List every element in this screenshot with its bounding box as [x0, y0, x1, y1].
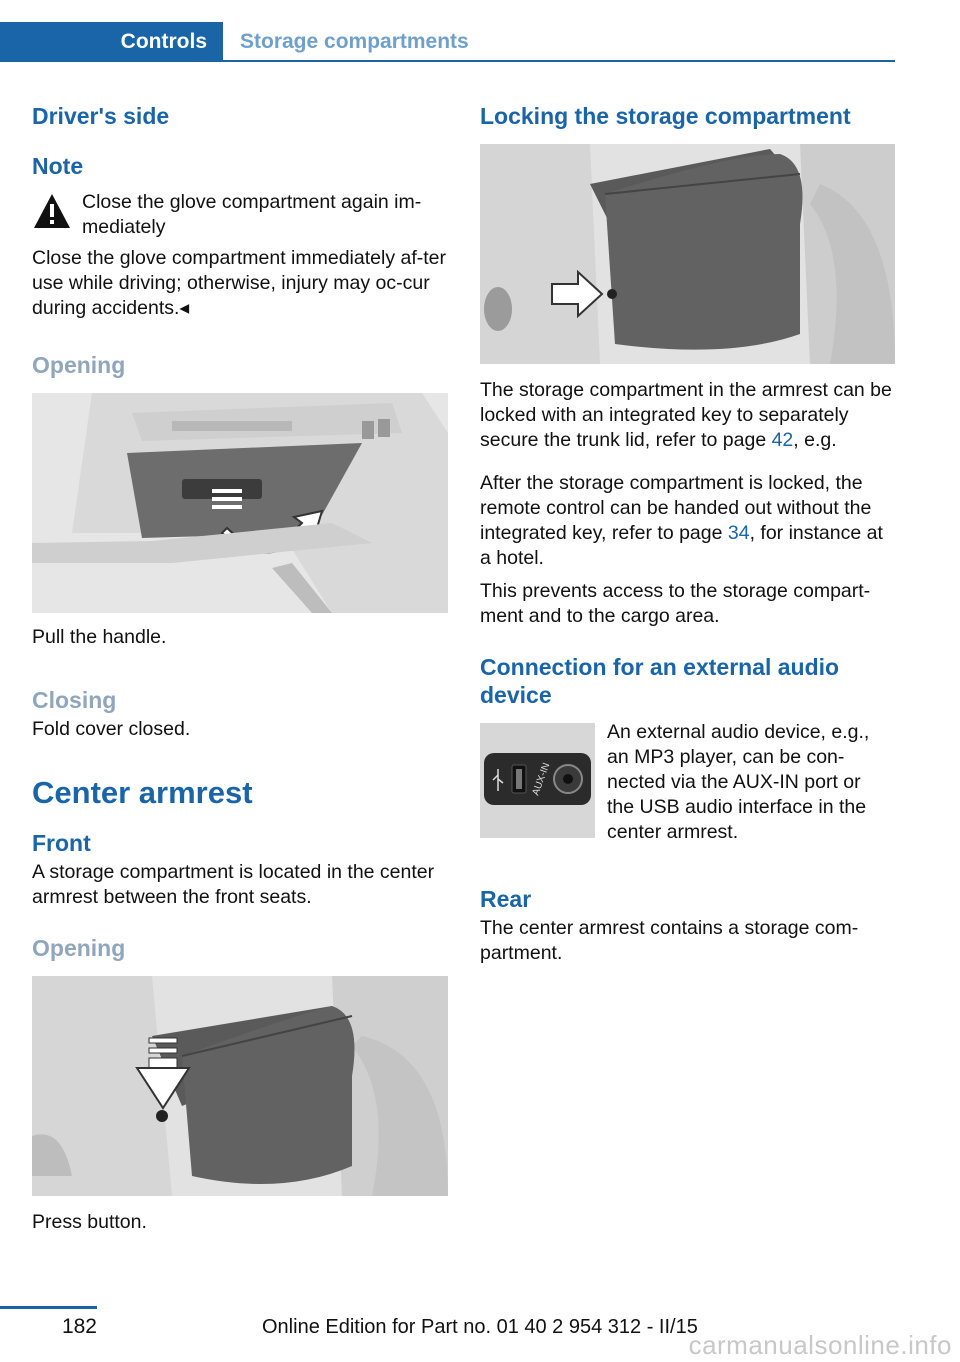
note-heading: Note — [32, 153, 84, 179]
aux-usb-illustration — [480, 723, 595, 838]
left-column — [32, 98, 448, 1235]
footer-rule — [0, 1306, 97, 1309]
audio-heading: Connection for an external audio device — [480, 654, 840, 708]
opening-heading-glovebox: Opening — [32, 352, 126, 378]
note-body: Close the glove compartment immediately af-ter use while driving; otherwise, injury may oc-cur during accidents.◂ — [32, 247, 447, 319]
lock-p2-text: After the storage compartment is locked, the remote control can be handed out without the integrated key, refer to page — [480, 472, 872, 544]
closing-heading: Closing — [32, 687, 117, 713]
locking-heading: Locking the storage compartment — [480, 103, 851, 129]
page-number: 182 — [61, 1315, 97, 1338]
lock-p1-tail: , e.g. — [793, 429, 837, 451]
locking-illustration — [480, 144, 895, 364]
note-title: Close the glove compartment again im-mediately — [82, 191, 422, 238]
tab-controls[interactable]: Controls — [0, 22, 223, 62]
header-tabbar — [0, 22, 895, 62]
glovebox-illustration — [32, 393, 448, 613]
drivers-side-heading: Driver's side — [32, 103, 170, 129]
locking-paragraph-1 — [480, 378, 895, 453]
rear-heading: Rear — [480, 886, 532, 912]
armrest-press-figure — [32, 976, 448, 1196]
locking-paragraph-2 — [480, 471, 895, 571]
audio-text: An external audio device, e.g., an MP3 player, can be con-nected via the AUX-IN port or the USB audio interface in the center armrest. — [607, 721, 870, 843]
locking-figure — [480, 144, 895, 364]
pull-handle-text: Pull the handle. — [32, 626, 167, 648]
glovebox-figure — [32, 393, 448, 613]
lock-p2-tail: , for instance at a hotel. — [480, 522, 883, 569]
aux-usb-figure — [480, 723, 595, 838]
tab-storage-compartments[interactable]: Storage compartments — [240, 30, 469, 53]
opening-heading-armrest: Opening — [32, 935, 126, 961]
center-armrest-heading: Center armrest — [32, 775, 253, 810]
page-ref-42[interactable]: 42 — [771, 429, 794, 451]
page-ref-34[interactable]: 34 — [727, 522, 750, 544]
closing-text: Fold cover closed. — [32, 718, 191, 740]
press-button-text: Press button. — [32, 1211, 147, 1233]
front-text: A storage compartment is located in the center armrest between the front seats. — [32, 861, 435, 908]
front-heading: Front — [32, 830, 91, 856]
warning-triangle-icon — [32, 192, 72, 230]
rear-text: The center armrest contains a storage com-partment. — [480, 917, 859, 964]
right-column — [480, 98, 895, 966]
lock-p1-text: The storage compartment in the armrest can be locked with an integrated key to separately secure the trunk lid, refer to page — [480, 379, 892, 451]
watermark: carmanualsonline.info — [688, 1330, 952, 1360]
aux-in-label: AUX-IN — [530, 761, 553, 798]
audio-section — [480, 723, 895, 845]
note-warning — [32, 190, 448, 240]
edition-text: Online Edition for Part no. 01 40 2 954 312 - II/15 — [262, 1316, 698, 1338]
armrest-press-illustration — [32, 976, 448, 1196]
locking-paragraph-3: This prevents access to the storage compart-ment and to the cargo area. — [480, 580, 871, 627]
